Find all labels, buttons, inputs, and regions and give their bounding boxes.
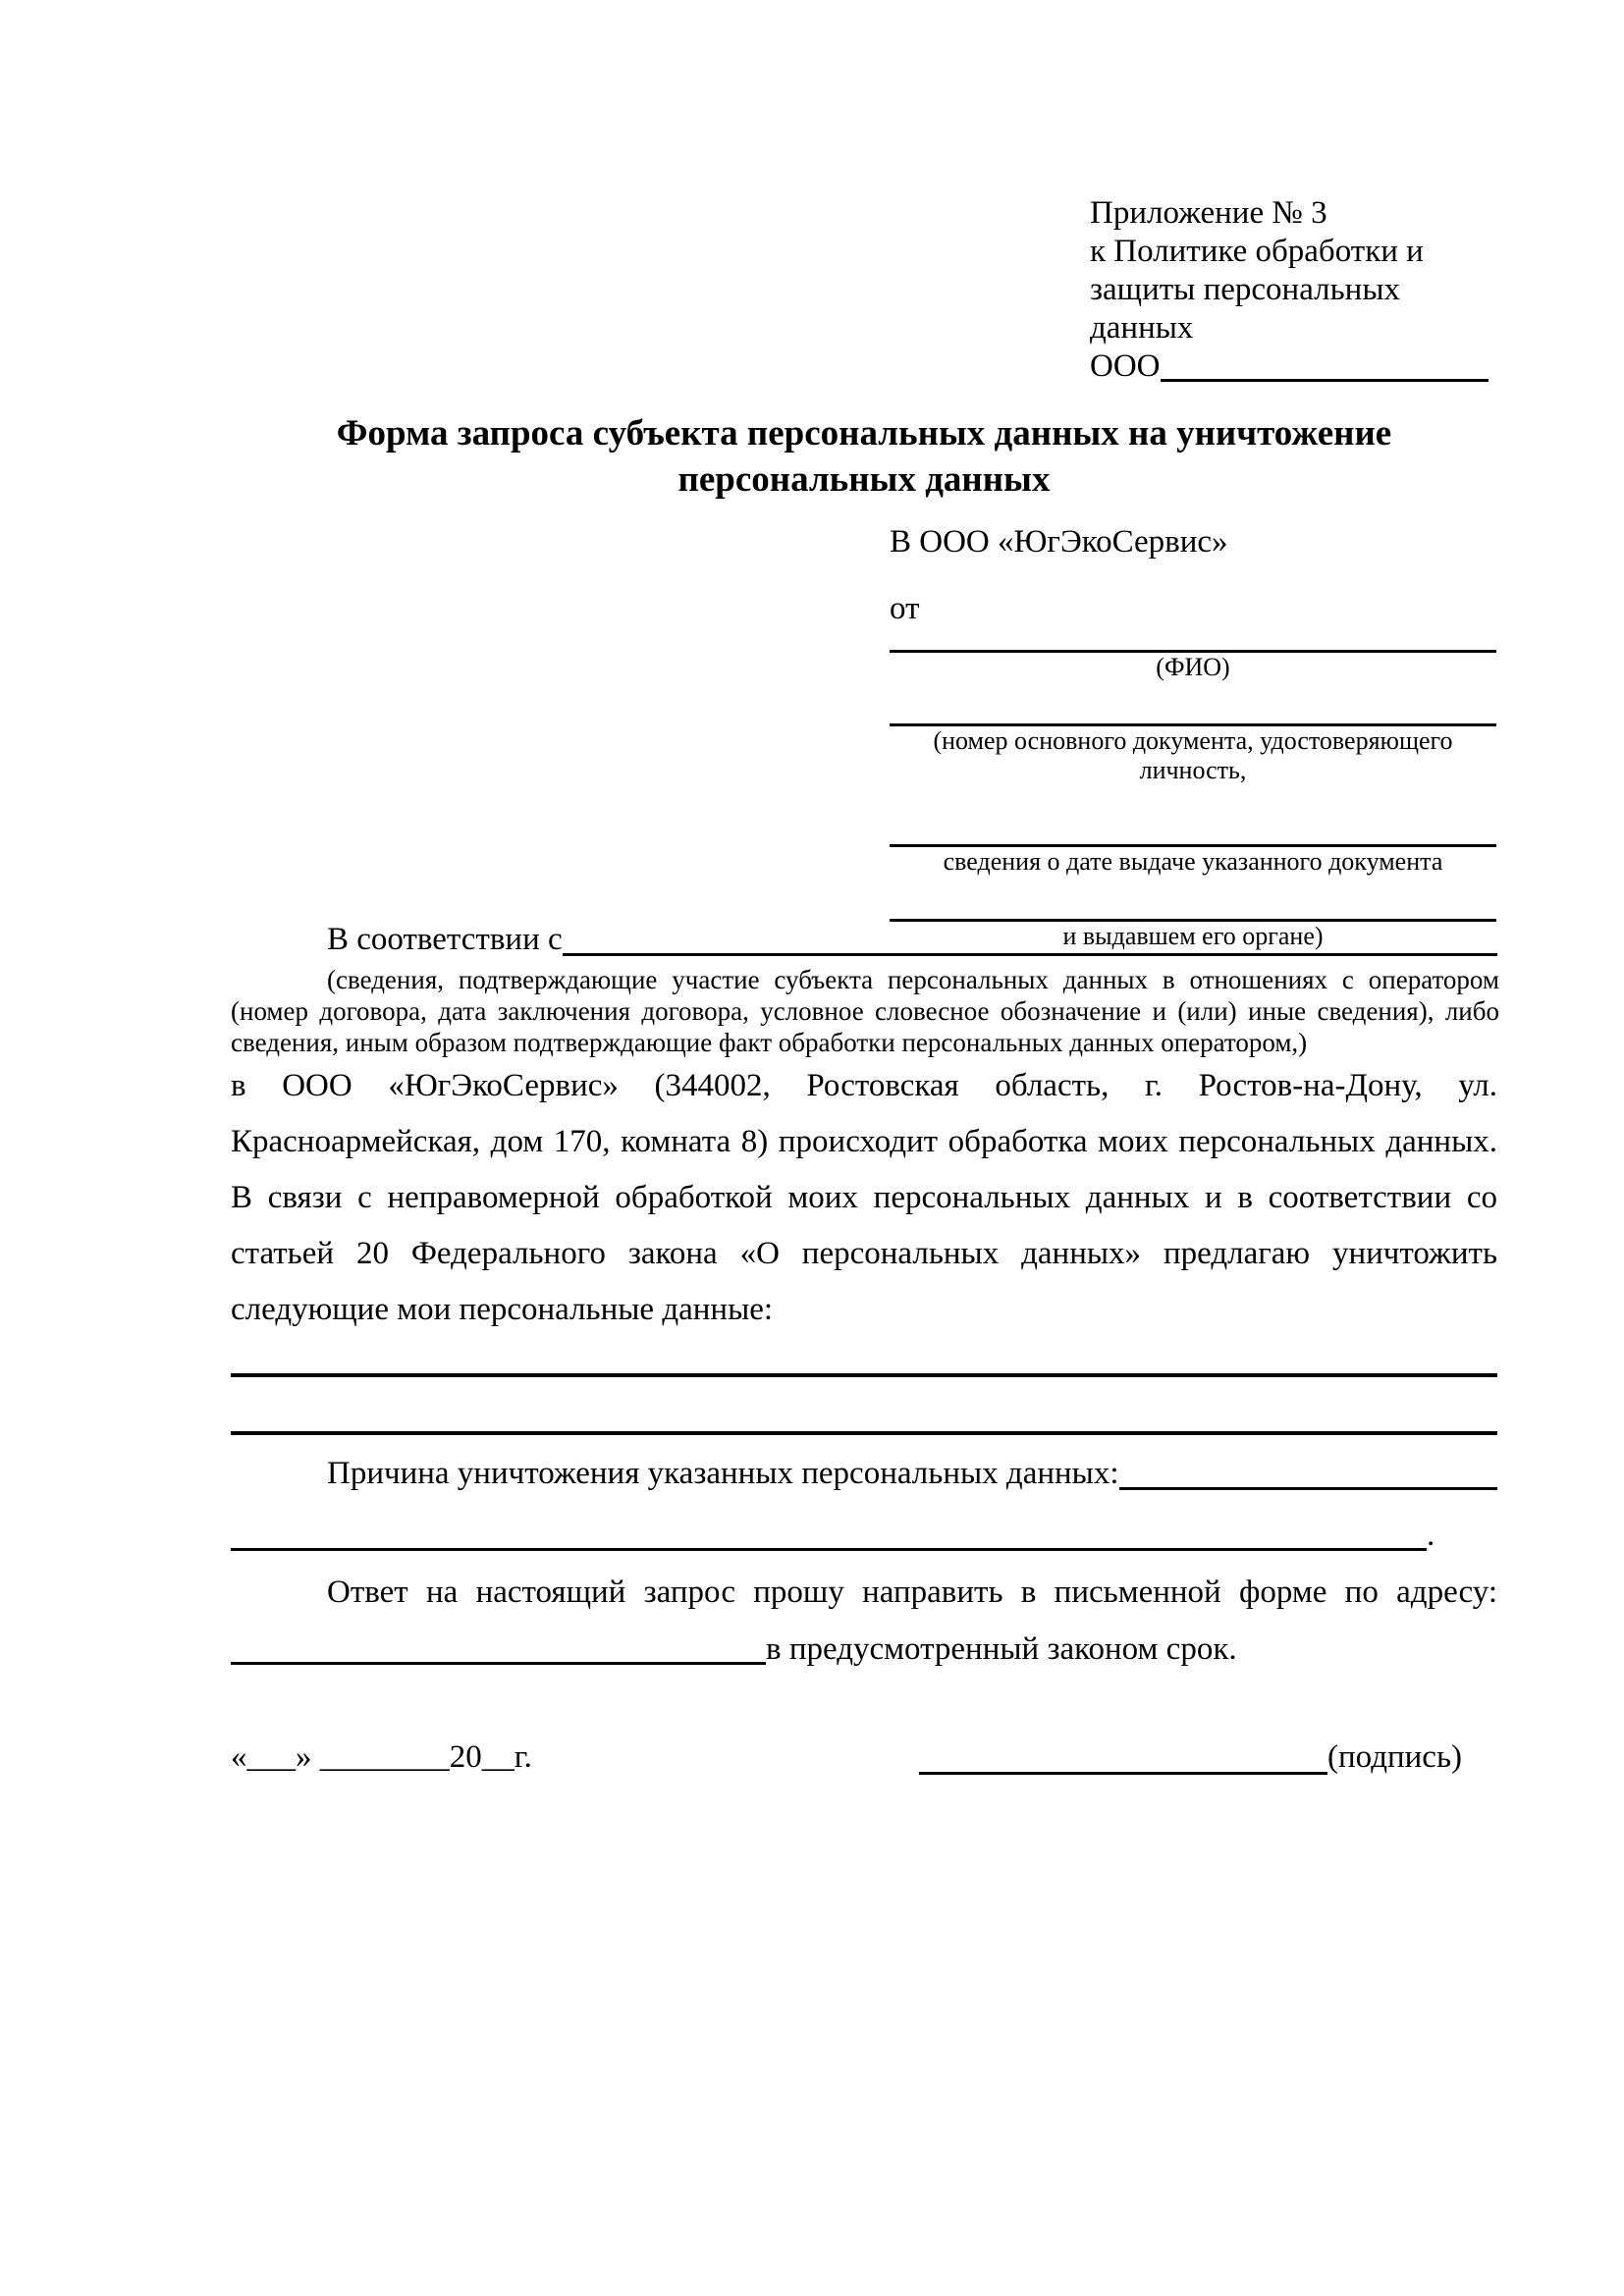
date-signature-row [231,1735,1497,1779]
org-prefix-label: ООО [1090,348,1161,384]
issue-date-blank-line [890,785,1496,847]
fio-blank-line [890,628,1496,653]
address-blank-line [231,1636,766,1665]
issuing-authority-caption: и выдавшем его органе) [1062,922,1324,950]
accordance-blank-line [563,919,1497,956]
fio-caption: (ФИО) [1156,653,1230,681]
body-line: Красноармейская, дом 170, комната 8) происходит обработка моих персональных данных. [231,1124,1497,1159]
appendix-line-2: к Политике обработки и [1090,234,1424,269]
personal-data-blank-line-1 [231,1373,1497,1377]
addressee-block [890,522,1496,951]
document-title: Форма запроса субъекта персональных данных на уничтожение персональных данных [336,413,1392,500]
reason-label: Причина уничтожения указанных персональных данных: [327,1456,1119,1491]
body-line: в ООО «ЮгЭкоСервис» (344002, Ростовская область, г. Ростов-на-Дону, ул. [231,1068,1497,1103]
accordance-row [231,919,1497,960]
signature-caption: (подпись) [1327,1739,1462,1775]
body-line: В связи с неправомерной обработкой моих персональных данных и в соответствии со [231,1180,1497,1215]
document-number-caption: (номер основного документа, удостоверяющего личность, [933,726,1453,784]
body-line: статьей 20 Федерального закона «О персональных данных» предлагаю уничтожить [231,1236,1497,1271]
body-line: следующие мои персональные данные: [231,1292,774,1327]
personal-data-blank-line-2 [231,1431,1497,1435]
sentence-period: . [1427,1518,1435,1553]
appendix-line-1: Приложение № 3 [1090,195,1327,231]
term-text: в предусмотренный законом срок. [766,1631,1237,1667]
issuing-authority-blank-line [890,877,1496,922]
issue-date-caption: сведения о дате выдаче указанного документа [943,847,1443,876]
accordance-label: В соответствии с [327,922,563,957]
appendix-org-row [1090,347,1489,386]
term-row [231,1629,1237,1669]
document-number-blank-line [890,682,1496,726]
reason-blank-line [1119,1453,1497,1490]
addressee-organization: В ООО «ЮгЭкоСервис» [890,524,1228,560]
appendix-line-3: защиты персональных данных [1090,272,1400,346]
body-paragraph [231,1058,1497,1338]
signature-blank-line [919,1746,1327,1775]
accordance-note: (сведения, подтверждающие участие субъекта персональных данных в отношениях с оператором (номер договора, дата заключения договора, условное словесное обозначение и (или) иные сведения), либо сведения, иным образом подтверждающие факт обработки персональных данных оператором,) [231,965,1499,1057]
answer-sentence: Ответ на настоящий запрос прошу направить в письменной форме по адресу: [327,1575,1497,1610]
org-name-blank-line [1161,347,1489,382]
from-label: от [890,591,920,626]
reason-continuation-row [231,1516,1435,1555]
reason-row [231,1453,1497,1494]
appendix-reference-block [1090,194,1489,386]
reason-continuation-blank-line [231,1522,1427,1551]
date-blank: «___» ________20__г. [231,1739,532,1775]
